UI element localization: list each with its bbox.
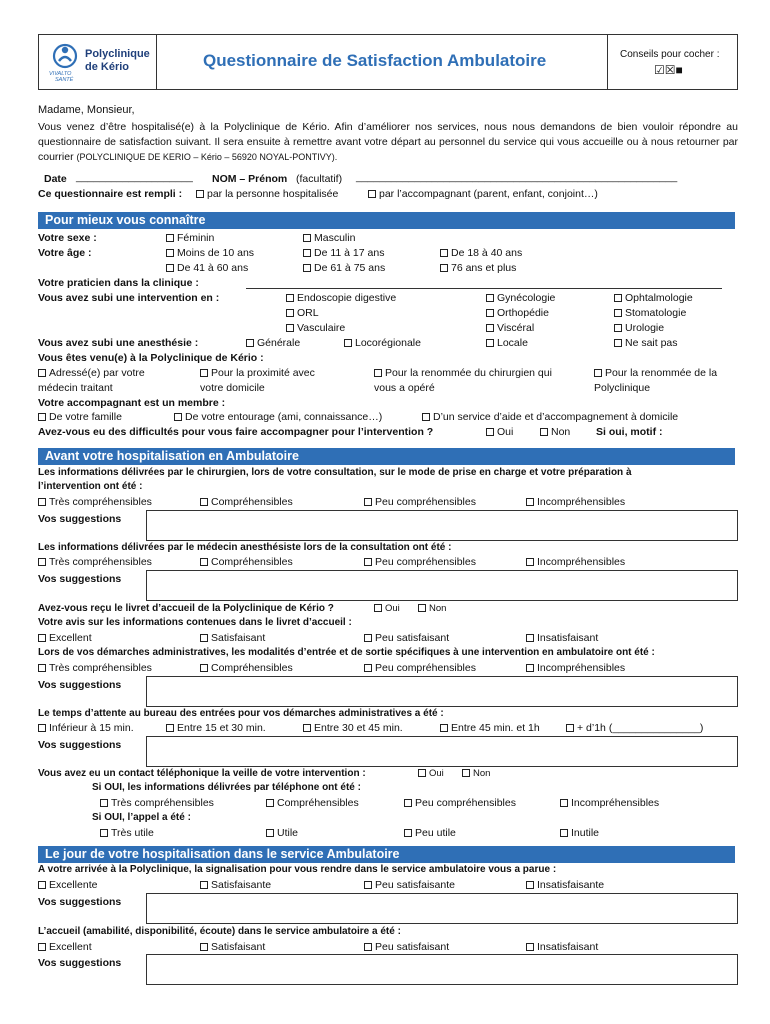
difficulte-label: Avez-vous eu des difficultés pour vous faire accompagner pour l’intervention ? bbox=[38, 426, 434, 438]
checkbox[interactable] bbox=[614, 309, 622, 317]
age-opt[interactable] bbox=[303, 247, 384, 259]
accomp-opt[interactable] bbox=[38, 411, 122, 423]
logo-text-1: Polyclinique bbox=[85, 48, 150, 60]
checkbox[interactable] bbox=[614, 294, 622, 302]
scale-opt[interactable] bbox=[38, 662, 152, 674]
option-label: Compréhensibles bbox=[211, 556, 293, 568]
option-label: Incompréhensibles bbox=[537, 556, 626, 568]
checkbox[interactable] bbox=[100, 829, 108, 837]
checkbox[interactable] bbox=[526, 558, 534, 566]
age-opt[interactable] bbox=[303, 262, 385, 274]
checkbox[interactable] bbox=[486, 309, 494, 317]
wait-opt[interactable] bbox=[566, 722, 703, 734]
scale-opt[interactable] bbox=[200, 632, 265, 644]
logo-text-2: de Kério bbox=[85, 61, 130, 73]
checkbox[interactable] bbox=[566, 724, 574, 732]
checkbox[interactable] bbox=[286, 309, 294, 317]
option-label: Non bbox=[551, 426, 571, 438]
option-label: Insatisfaisant bbox=[537, 941, 599, 953]
venu-label: Vous êtes venu(e) à la Polyclinique de Kério : bbox=[38, 352, 264, 364]
suggestions-field[interactable] bbox=[146, 570, 738, 601]
difficulte-oui[interactable] bbox=[486, 426, 513, 438]
section-header-2: Avant votre hospitalisation en Ambulatoire bbox=[38, 448, 735, 465]
section-header-3: Le jour de votre hospitalisation dans le service Ambulatoire bbox=[38, 846, 735, 863]
option-label: Peu satisfaisant bbox=[375, 632, 450, 644]
age-opt[interactable] bbox=[166, 247, 254, 259]
checkbox[interactable] bbox=[526, 634, 534, 642]
filled-opt-companion[interactable] bbox=[368, 188, 598, 200]
checkbox[interactable] bbox=[364, 881, 372, 889]
telephone-oui[interactable] bbox=[418, 768, 444, 779]
option-label: De votre famille bbox=[49, 411, 122, 423]
age-label: Votre âge : bbox=[38, 247, 92, 259]
option-label: Non bbox=[429, 603, 447, 614]
checkbox[interactable] bbox=[200, 498, 208, 506]
checkbox[interactable] bbox=[614, 324, 622, 332]
tips-symbols: ☑☒■ bbox=[654, 63, 683, 77]
option-label: Entre 45 min. et 1h bbox=[451, 722, 540, 734]
motif-label: Si oui, motif : bbox=[596, 426, 663, 438]
checkbox[interactable] bbox=[422, 413, 430, 421]
option-label: Excellent bbox=[49, 632, 92, 644]
option-label: médecin traitant bbox=[38, 382, 113, 394]
intervention-opt[interactable] bbox=[486, 292, 555, 304]
q-telephone-info: Si OUI, les informations délivrées par téléphone ont été : bbox=[92, 782, 361, 793]
checkbox[interactable] bbox=[266, 829, 274, 837]
q-chirurgien-line1: Les informations délivrées par le chirurgien, lors de votre consultation, sur le mode de prise en charge et votre préparation à bbox=[38, 467, 632, 478]
q-telephone-appel: Si OUI, l’appel a été : bbox=[92, 812, 191, 823]
anesthesie-opt[interactable] bbox=[614, 337, 678, 349]
q-avis-livret: Votre avis sur les informations contenues dans le livret d’accueil : bbox=[38, 617, 352, 628]
scale-opt[interactable] bbox=[526, 556, 625, 568]
checkbox[interactable] bbox=[364, 943, 372, 951]
option-label: Très compréhensibles bbox=[49, 662, 152, 674]
scale-opt[interactable] bbox=[200, 496, 293, 508]
option-label: Très utile bbox=[111, 827, 154, 839]
suggestions-field[interactable] bbox=[146, 893, 738, 924]
option-label: Moins de 10 ans bbox=[177, 247, 255, 259]
option-label: vous a opéré bbox=[374, 382, 435, 394]
option-label: Pour la renommée de la bbox=[605, 367, 718, 379]
q-anesthesiste: Les informations délivrées par le médecin anesthésiste lors de la consultation ont été : bbox=[38, 542, 452, 553]
suggestions-field[interactable] bbox=[146, 510, 738, 541]
option-label: Entre 30 et 45 min. bbox=[314, 722, 403, 734]
age-opt[interactable] bbox=[440, 262, 516, 274]
intervention-opt[interactable] bbox=[614, 292, 693, 304]
checkbox[interactable] bbox=[303, 234, 311, 242]
checkbox[interactable] bbox=[200, 881, 208, 889]
suggestions-label: Vos suggestions bbox=[38, 957, 122, 969]
checkbox[interactable] bbox=[614, 339, 622, 347]
option-label: Pour la renommée du chirurgien qui bbox=[385, 367, 552, 379]
checkbox[interactable] bbox=[303, 249, 311, 257]
suggestions-field[interactable] bbox=[146, 736, 738, 767]
venu-opt-proximite[interactable] bbox=[200, 366, 315, 396]
scale-opt[interactable] bbox=[38, 879, 97, 891]
scale-opt[interactable] bbox=[364, 496, 476, 508]
checkbox[interactable] bbox=[560, 799, 568, 807]
scale-opt[interactable] bbox=[38, 496, 152, 508]
logo-tag-1: VIVALTO bbox=[49, 71, 72, 77]
option-label: Générale bbox=[257, 337, 301, 349]
venu-opt-medecin[interactable] bbox=[38, 366, 145, 396]
option-label: votre domicile bbox=[200, 382, 265, 394]
option-label: Peu utile bbox=[415, 827, 456, 839]
checkbox[interactable] bbox=[526, 943, 534, 951]
option-label: Peu compréhensibles bbox=[375, 556, 476, 568]
intervention-opt[interactable] bbox=[486, 307, 549, 319]
checkbox[interactable] bbox=[38, 881, 46, 889]
intervention-opt[interactable] bbox=[286, 292, 396, 304]
option-label: De 61 à 75 ans bbox=[314, 262, 386, 274]
sexe-label: Votre sexe : bbox=[38, 232, 97, 244]
checkbox[interactable] bbox=[440, 724, 448, 732]
checkbox[interactable] bbox=[418, 769, 426, 777]
option-label: Insatisfaisante bbox=[537, 879, 605, 891]
option-label: Locorégionale bbox=[355, 337, 421, 349]
checkbox[interactable] bbox=[526, 498, 534, 506]
option-label: Excellent bbox=[49, 941, 92, 953]
scale-opt[interactable] bbox=[364, 662, 476, 674]
checkbox[interactable] bbox=[38, 498, 46, 506]
checkbox[interactable] bbox=[364, 498, 372, 506]
scale-opt[interactable] bbox=[364, 632, 449, 644]
checkbox[interactable] bbox=[594, 369, 602, 377]
scale-opt[interactable] bbox=[38, 941, 92, 953]
option-label: Endoscopie digestive bbox=[297, 292, 397, 304]
checkbox[interactable] bbox=[38, 634, 46, 642]
option-label: par l’accompagnant (parent, enfant, conjoint…) bbox=[379, 188, 598, 200]
checkbox[interactable] bbox=[462, 769, 470, 777]
checkbox[interactable] bbox=[200, 634, 208, 642]
checkbox[interactable] bbox=[38, 664, 46, 672]
option-label: Pour la proximité avec bbox=[211, 367, 315, 379]
option-label: Peu satisfaisante bbox=[375, 879, 455, 891]
option-label: Ophtalmologie bbox=[625, 292, 693, 304]
checkbox[interactable] bbox=[486, 339, 494, 347]
option-label: Oui bbox=[429, 768, 444, 779]
option-label: par la personne hospitalisée bbox=[207, 188, 339, 200]
scale-opt[interactable] bbox=[526, 632, 598, 644]
checkbox[interactable] bbox=[440, 249, 448, 257]
logo-tag-2: SANTÉ bbox=[55, 77, 74, 83]
checkbox[interactable] bbox=[404, 799, 412, 807]
option-label: Entre 15 et 30 min. bbox=[177, 722, 266, 734]
checkbox[interactable] bbox=[286, 324, 294, 332]
option-label: Urologie bbox=[625, 322, 665, 334]
suggestions-field[interactable] bbox=[146, 954, 738, 985]
wait-opt[interactable] bbox=[166, 722, 266, 734]
checkbox[interactable] bbox=[344, 339, 352, 347]
intervention-opt[interactable] bbox=[486, 322, 534, 334]
venu-opt-chirurgien[interactable] bbox=[374, 366, 552, 396]
checkbox[interactable] bbox=[38, 943, 46, 951]
option-label: De 41 à 60 ans bbox=[177, 262, 249, 274]
accomp-label: Votre accompagnant est un membre : bbox=[38, 397, 226, 409]
q-accueil: L’accueil (amabilité, disponibilité, écoute) dans le service ambulatoire a été : bbox=[38, 926, 401, 937]
logo bbox=[39, 35, 157, 89]
checkbox[interactable] bbox=[174, 413, 182, 421]
checkbox[interactable] bbox=[486, 324, 494, 332]
option-label: Peu satisfaisant bbox=[375, 941, 450, 953]
scale-opt[interactable] bbox=[200, 662, 293, 674]
checkbox[interactable] bbox=[540, 428, 548, 436]
tips-label: Conseils pour cocher : bbox=[620, 49, 720, 60]
scale-opt[interactable] bbox=[526, 496, 625, 508]
checkbox[interactable] bbox=[200, 943, 208, 951]
checkbox[interactable] bbox=[166, 249, 174, 257]
option-label: Adressé(e) par votre bbox=[49, 367, 145, 379]
scale-opt[interactable] bbox=[526, 879, 604, 891]
checkbox[interactable] bbox=[364, 634, 372, 642]
accomp-opt[interactable] bbox=[174, 411, 382, 423]
telephone-non[interactable] bbox=[462, 768, 490, 779]
option-label: Peu compréhensibles bbox=[415, 797, 516, 809]
wait-opt[interactable] bbox=[303, 722, 403, 734]
checkbox[interactable] bbox=[38, 369, 46, 377]
scale-opt[interactable] bbox=[526, 662, 625, 674]
checkbox[interactable] bbox=[418, 604, 426, 612]
checkbox[interactable] bbox=[440, 264, 448, 272]
scale-opt[interactable] bbox=[200, 941, 265, 953]
checkbox[interactable] bbox=[486, 294, 494, 302]
checkbox[interactable] bbox=[266, 799, 274, 807]
scale-opt[interactable] bbox=[266, 827, 298, 839]
nom-field[interactable]: _______________________________________________________ bbox=[356, 171, 678, 183]
scale-opt[interactable] bbox=[364, 941, 449, 953]
q-livret: Avez-vous reçu le livret d’accueil de la Polyclinique de Kério ? bbox=[38, 603, 334, 614]
option-label: Ne sait pas bbox=[625, 337, 678, 349]
checkbox[interactable] bbox=[303, 724, 311, 732]
wait-opt[interactable] bbox=[440, 722, 540, 734]
option-label: Vasculaire bbox=[297, 322, 346, 334]
option-label: Peu compréhensibles bbox=[375, 662, 476, 674]
option-label: Orthopédie bbox=[497, 307, 549, 319]
checkbox[interactable] bbox=[560, 829, 568, 837]
option-label: Masculin bbox=[314, 232, 356, 244]
checkbox[interactable] bbox=[200, 664, 208, 672]
accomp-opt[interactable] bbox=[422, 411, 678, 423]
option-label: Peu compréhensibles bbox=[375, 496, 476, 508]
checkbox[interactable] bbox=[364, 664, 372, 672]
option-label: Compréhensibles bbox=[277, 797, 359, 809]
option-label: Non bbox=[473, 768, 491, 779]
option-label: Oui bbox=[385, 603, 400, 614]
option-label: D’un service d’aide et d’accompagnement à domicile bbox=[433, 411, 679, 423]
anesthesie-opt[interactable] bbox=[344, 337, 421, 349]
checkbox[interactable] bbox=[526, 664, 534, 672]
venu-opt-polyclinique[interactable] bbox=[594, 366, 717, 396]
option-label: Insatisfaisant bbox=[537, 632, 599, 644]
tips-box bbox=[607, 35, 737, 89]
checkbox[interactable] bbox=[166, 264, 174, 272]
scale-opt[interactable] bbox=[364, 879, 455, 891]
checkbox[interactable] bbox=[38, 724, 46, 732]
option-label: ORL bbox=[297, 307, 319, 319]
checkbox[interactable] bbox=[166, 724, 174, 732]
checkbox[interactable] bbox=[38, 558, 46, 566]
option-label: Inférieur à 15 min. bbox=[49, 722, 134, 734]
age-opt[interactable] bbox=[166, 262, 248, 274]
livret-non[interactable] bbox=[418, 603, 446, 614]
nom-label: NOM – Prénom bbox=[212, 173, 288, 185]
livret-oui[interactable] bbox=[374, 603, 400, 614]
checkbox[interactable] bbox=[38, 413, 46, 421]
option-label: Utile bbox=[277, 827, 299, 839]
checkbox[interactable] bbox=[374, 604, 382, 612]
difficulte-non[interactable] bbox=[540, 426, 570, 438]
option-label: Compréhensibles bbox=[211, 496, 293, 508]
intervention-opt[interactable] bbox=[286, 307, 319, 319]
intervention-label: Vous avez subi une intervention en : bbox=[38, 292, 220, 304]
suggestions-field[interactable] bbox=[146, 676, 738, 707]
filled-opt-patient[interactable] bbox=[196, 188, 338, 200]
intervention-opt[interactable] bbox=[614, 307, 686, 319]
option-label: Stomatologie bbox=[625, 307, 687, 319]
q-signalisation: A votre arrivée à la Polyclinique, la signalisation pour vous rendre dans le service ambulatoire vous a parue : bbox=[38, 864, 557, 875]
option-label: Satisfaisant bbox=[211, 941, 266, 953]
nom-hint: (facultatif) bbox=[296, 173, 343, 185]
date-label: Date bbox=[44, 173, 67, 185]
scale-opt[interactable] bbox=[266, 797, 359, 809]
scale-opt[interactable] bbox=[100, 827, 154, 839]
filled-label: Ce questionnaire est rempli : bbox=[38, 188, 183, 200]
scale-opt[interactable] bbox=[200, 879, 271, 891]
suggestions-label: Vos suggestions bbox=[38, 896, 122, 908]
intro-body: Vous venez d’être hospitalisé(e) à la Polyclinique de Kério. Afin d’améliorer nos services, nous nous demandons de bien vouloir répondre au questionnaire de satisfaction suivant. Il sera ensuite à remettre avant votre départ au personnel du service qui vous accueille ou à nous retourner par courrier bbox=[38, 121, 738, 163]
option-label: Oui bbox=[497, 426, 514, 438]
option-label: Très compréhensibles bbox=[49, 496, 152, 508]
scale-opt[interactable] bbox=[38, 556, 152, 568]
praticien-label: Votre praticien dans la clinique : bbox=[38, 277, 199, 289]
checkbox[interactable] bbox=[368, 190, 376, 198]
option-label: Incompréhensibles bbox=[571, 797, 660, 809]
scale-opt[interactable] bbox=[560, 827, 599, 839]
option-label: Très compréhensibles bbox=[111, 797, 214, 809]
option-label: Incompréhensibles bbox=[537, 496, 626, 508]
scale-opt[interactable] bbox=[560, 797, 659, 809]
section-header-1: Pour mieux vous connaître bbox=[38, 212, 735, 229]
checkbox[interactable] bbox=[200, 369, 208, 377]
q-attente: Le temps d’attente au bureau des entrées pour vos démarches administratives a été : bbox=[38, 708, 444, 719]
page-title: Questionnaire de Satisfaction Ambulatoire bbox=[203, 51, 547, 70]
intro-address: (POLYCLINIQUE DE KERIO – Kério – 56920 NOYAL-PONTIVY). bbox=[76, 152, 338, 162]
checkbox[interactable] bbox=[364, 558, 372, 566]
anesthesie-opt[interactable] bbox=[246, 337, 300, 349]
option-label: Locale bbox=[497, 337, 528, 349]
anesthesie-opt[interactable] bbox=[486, 337, 528, 349]
header bbox=[38, 34, 738, 90]
sexe-f[interactable] bbox=[166, 232, 214, 244]
option-label: Inutile bbox=[571, 827, 600, 839]
intervention-opt[interactable] bbox=[614, 322, 664, 334]
suggestions-label: Vos suggestions bbox=[38, 679, 122, 691]
scale-opt[interactable] bbox=[404, 827, 456, 839]
option-label: Compréhensibles bbox=[211, 662, 293, 674]
checkbox[interactable] bbox=[196, 190, 204, 198]
option-label: Satisfaisante bbox=[211, 879, 272, 891]
checkbox[interactable] bbox=[374, 369, 382, 377]
option-label: Incompréhensibles bbox=[537, 662, 626, 674]
scale-opt[interactable] bbox=[100, 797, 214, 809]
intro-text bbox=[38, 120, 738, 165]
sexe-m[interactable] bbox=[303, 232, 355, 244]
scale-opt[interactable] bbox=[200, 556, 293, 568]
scale-opt[interactable] bbox=[526, 941, 598, 953]
wait-opt[interactable] bbox=[38, 722, 134, 734]
clinic-logo-icon bbox=[47, 41, 83, 75]
checkbox[interactable] bbox=[286, 294, 294, 302]
option-label: Gynécologie bbox=[497, 292, 556, 304]
checkbox[interactable] bbox=[303, 264, 311, 272]
option-label: Viscéral bbox=[497, 322, 535, 334]
option-label: + d’1h (_______________) bbox=[577, 722, 704, 734]
age-opt[interactable] bbox=[440, 247, 522, 259]
option-label: Polyclinique bbox=[594, 382, 651, 394]
checkbox[interactable] bbox=[526, 881, 534, 889]
checkbox[interactable] bbox=[486, 428, 494, 436]
option-label: De 11 à 17 ans bbox=[314, 247, 385, 259]
scale-opt[interactable] bbox=[404, 797, 516, 809]
suggestions-label: Vos suggestions bbox=[38, 573, 122, 585]
option-label: Féminin bbox=[177, 232, 215, 244]
checkbox[interactable] bbox=[404, 829, 412, 837]
scale-opt[interactable] bbox=[364, 556, 476, 568]
praticien-field[interactable] bbox=[246, 288, 722, 289]
q-telephone: Vous avez eu un contact téléphonique la veille de votre intervention : bbox=[38, 768, 366, 779]
q-demarches: Lors de vos démarches administratives, les modalités d’entrée et de sortie spécifiques à une intervention en ambulatoire ont été : bbox=[38, 647, 655, 658]
option-label: De 18 à 40 ans bbox=[451, 247, 523, 259]
option-label: 76 ans et plus bbox=[451, 262, 517, 274]
checkbox[interactable] bbox=[166, 234, 174, 242]
option-label: De votre entourage (ami, connaissance…) bbox=[185, 411, 383, 423]
anesthesie-label: Vous avez subi une anesthésie : bbox=[38, 337, 199, 349]
scale-opt[interactable] bbox=[38, 632, 92, 644]
checkbox[interactable] bbox=[100, 799, 108, 807]
greeting: Madame, Monsieur, bbox=[38, 104, 135, 116]
option-label: Très compréhensibles bbox=[49, 556, 152, 568]
suggestions-label: Vos suggestions bbox=[38, 739, 122, 751]
checkbox[interactable] bbox=[200, 558, 208, 566]
q-chirurgien-line2: l’intervention ont été : bbox=[38, 481, 143, 492]
option-label: Satisfaisant bbox=[211, 632, 266, 644]
option-label: Excellente bbox=[49, 879, 98, 891]
checkbox[interactable] bbox=[246, 339, 254, 347]
suggestions-label: Vos suggestions bbox=[38, 513, 122, 525]
date-field[interactable]: ____________________ bbox=[76, 171, 193, 183]
intervention-opt[interactable] bbox=[286, 322, 345, 334]
